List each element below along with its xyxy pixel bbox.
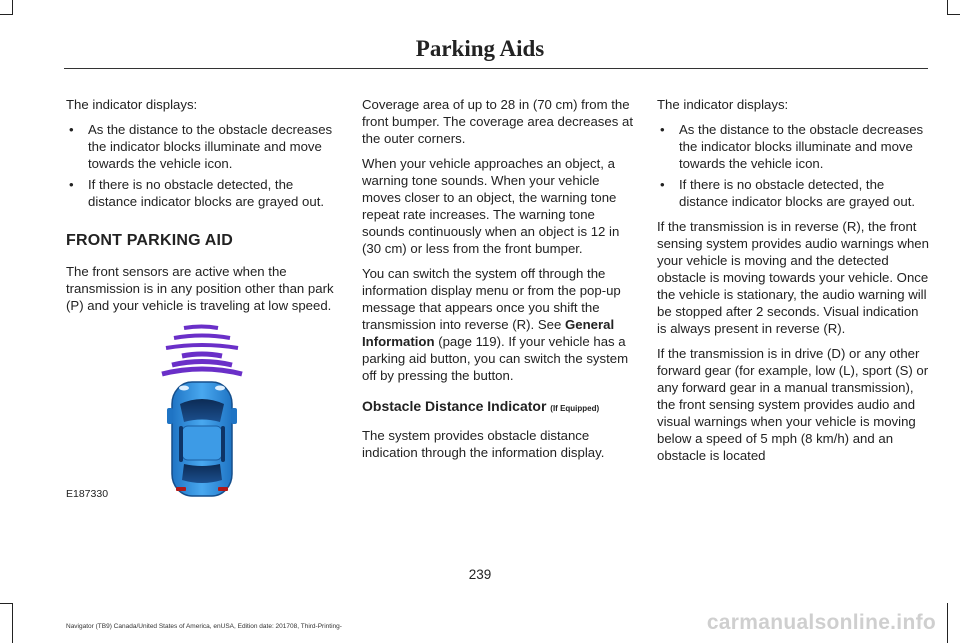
header-rule xyxy=(64,68,928,69)
paragraph: When your vehicle approaches an object, a warning tone sounds. When your vehicle moves closer to an object, the warning tone repeat rate increases. The warning tone sounds continuously when an object is 12 in (30 cm) or less from the front bumper. xyxy=(362,156,620,256)
paragraph-text: (page 119). If your vehicle has a parking aid button, you can switch the system off by pressing the button. xyxy=(362,334,629,383)
front-parking-aid-figure xyxy=(66,322,338,502)
indicator-intro: The indicator displays: xyxy=(66,97,198,112)
paragraph: If the transmission is in reverse (R), the front sensing system provides audio warnings when your vehicle is moving and the detected obstacle is moving towards your vehicle. Once the vehicle is stationary, the audio warning will be stopped after 2 seconds. Visual indication is always present in reverse (R). xyxy=(657,219,929,336)
crop-mark-top-right-v xyxy=(947,0,948,14)
if-equipped-note: (If Equipped) xyxy=(550,404,600,413)
crop-mark-top-left-v xyxy=(12,0,13,14)
list-item: • As the distance to the obstacle decreases the indicator blocks illuminate and move towards the vehicle icon. xyxy=(657,121,929,172)
page-title: Parking Aids xyxy=(415,36,545,61)
indicator-intro: The indicator displays: xyxy=(657,97,789,112)
edition-info: Navigator (TB9) Canada/United States of America, enUSA, Edition date: 201708, Third-Printing- xyxy=(66,623,342,630)
indicator-bullets xyxy=(657,121,929,210)
page-number: 239 xyxy=(468,567,492,582)
subsection-heading xyxy=(362,398,634,417)
column-2 xyxy=(362,96,634,469)
column-3 xyxy=(657,96,929,472)
sensor-wave-icon xyxy=(162,327,242,375)
column-1 xyxy=(66,96,338,322)
indicator-bullets xyxy=(66,121,338,210)
paragraph: If the transmission is in drive (D) or any other forward gear (for example, low (L), sport (S) or any forward gear in a manual transmission), the front sensing system provides audio and visual warnings when your vehicle is moving below a speed of 5 mph (8 km/h) and an obstacle is located xyxy=(657,346,929,463)
paragraph-text: You can switch the system off through the information display menu or from the pop-up message that appears once you shift the transmission into reverse (R). See xyxy=(362,266,621,332)
paragraph xyxy=(362,265,634,384)
crop-mark-bottom-right-v xyxy=(947,603,948,643)
figure-id: E187330 xyxy=(66,488,109,500)
paragraph: The system provides obstacle distance indication through the information display. xyxy=(362,428,605,460)
list-item: • If there is no obstacle detected, the distance indicator blocks are grayed out. xyxy=(657,176,929,210)
watermark: carmanualsonline.info xyxy=(706,611,936,634)
general-information-link[interactable]: General Information xyxy=(362,317,615,349)
paragraph: The front sensors are active when the transmission is in any position other than park (P) and your vehicle is traveling at low speed. xyxy=(66,264,334,313)
car-sensor-illustration xyxy=(66,322,338,502)
crop-mark-top-right-h xyxy=(947,14,960,15)
crop-mark-bottom-left-v xyxy=(12,603,13,643)
crop-mark-top-left-h xyxy=(0,14,13,15)
section-heading: FRONT PARKING AID xyxy=(66,232,233,249)
subsection-heading-text: Obstacle Distance Indicator xyxy=(362,398,547,414)
list-item: • As the distance to the obstacle decreases the indicator blocks illuminate and move towards the vehicle icon. xyxy=(66,121,338,172)
paragraph: Coverage area of up to 28 in (70 cm) from the front bumper. The coverage area decreases at the outer corners. xyxy=(362,97,633,146)
crop-mark-bottom-left-h xyxy=(0,603,13,604)
list-item: • If there is no obstacle detected, the distance indicator blocks are grayed out. xyxy=(66,176,338,210)
vehicle-icon xyxy=(167,382,237,496)
